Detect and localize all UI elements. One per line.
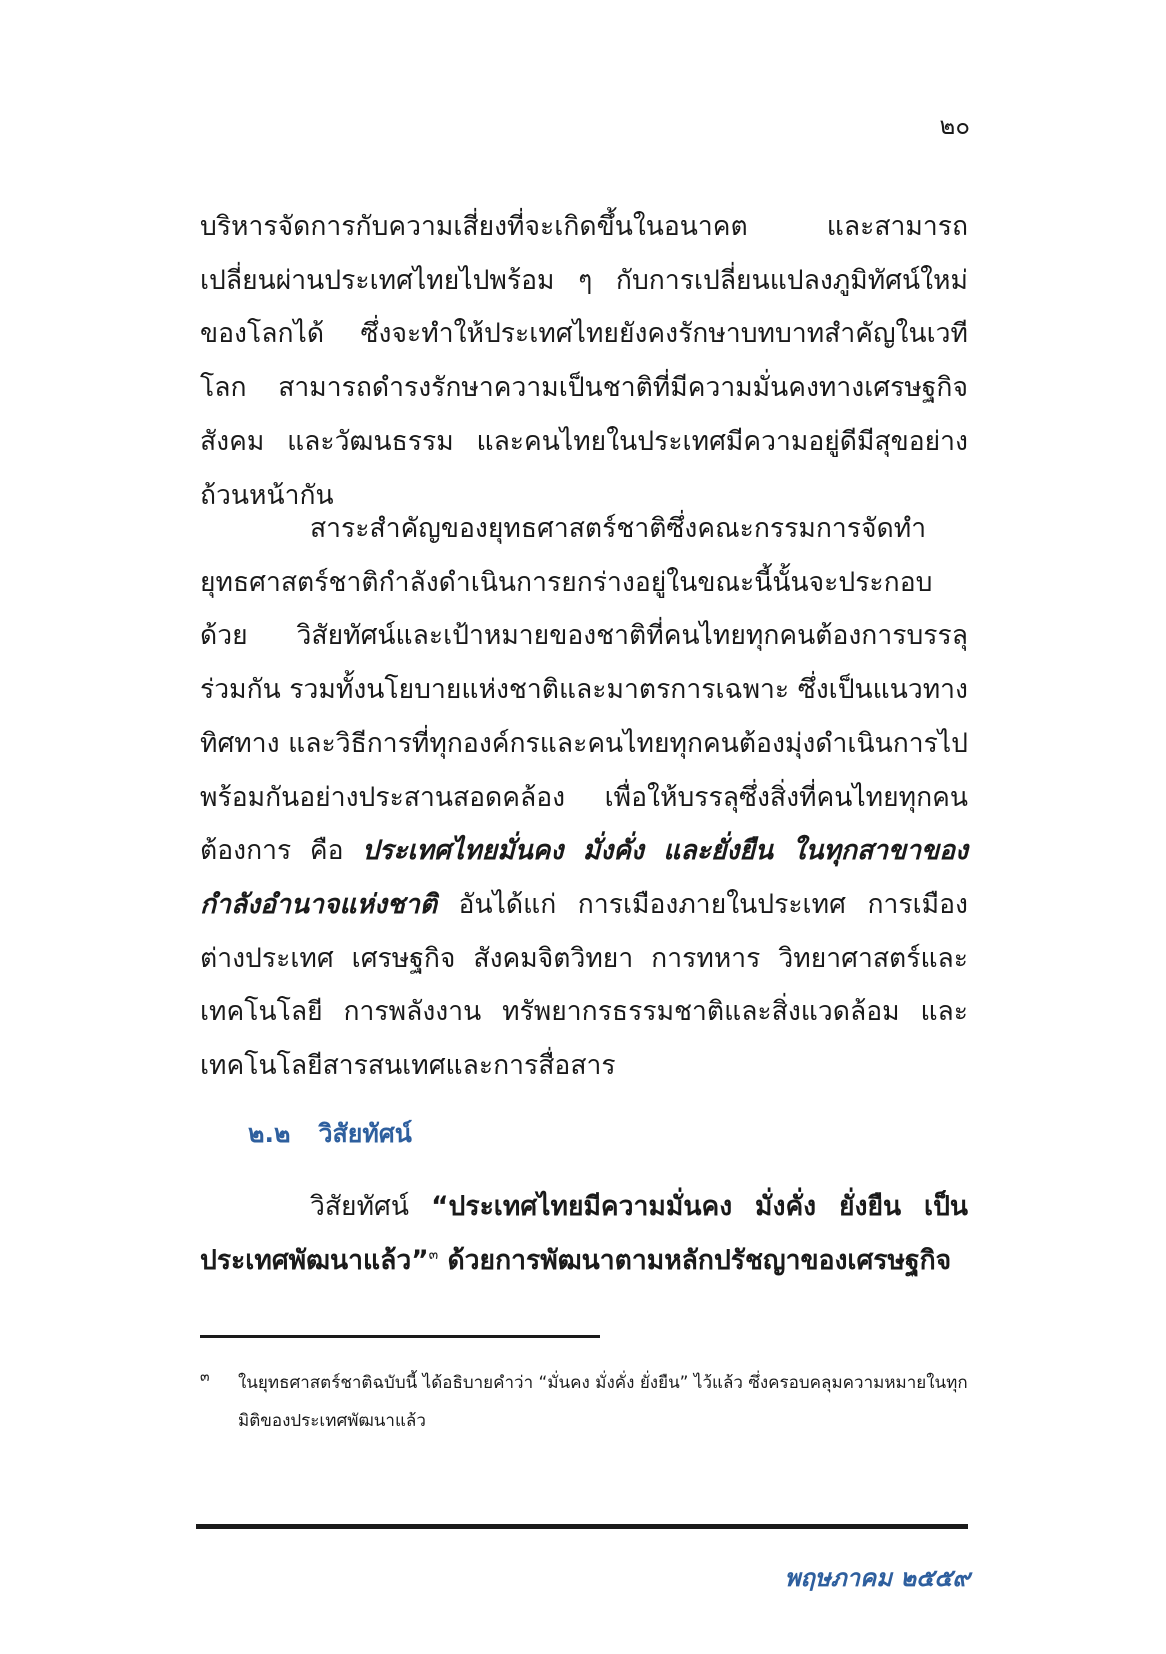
footnote-text: ในยุทธศาสตร์ชาติฉบับนี้ ได้อธิบายคำว่า “มั่นคง มั่งคั่ง ยั่งยืน” ไว้แล้ว ซึ่งครอบคลุมความหมายในทุกมิติของประเทศพัฒนาแล้ว — [238, 1373, 968, 1431]
national-goal-emphasis: ประเทศไทยมั่นคง มั่งคั่ง และยั่งยืน ในทุกสาขาของกำลังอำนาจแห่งชาติ — [200, 835, 968, 920]
paragraph-vision — [200, 1180, 968, 1287]
paragraph-risk-management: บริหารจัดการกับความเสี่ยงที่จะเกิดขึ้นในอนาคต และสามารถเปลี่ยนผ่านประเทศไทยไปพร้อม ๆ กับการเปลี่ยนแปลงภูมิทัศน์ใหม่ของโลกได้ ซึ่งจะทำให้ประเทศไทยยังคงรักษาบทบาทสำคัญในเวทีโลก สามารถดำรงรักษาความเป็นชาติที่มีความมั่นคงทางเศรษฐกิจ สังคม และวัฒนธรรม และคนไทยในประเทศมีความอยู่ดีมีสุขอย่างถ้วนหน้ากัน — [200, 211, 968, 511]
paragraph-strategy-rest: อันได้แก่ การเมืองภายในประเทศ การเมืองต่างประเทศ เศรษฐกิจ สังคมจิตวิทยา การทหาร วิทยาศาสตร์และเทคโนโลยี การพลังงาน ทรัพยากรธรรมชาติและสิ่งแวดล้อม และเทคโนโลยีสารสนเทศและการสื่อสาร — [200, 888, 968, 1082]
section-heading — [248, 1114, 412, 1154]
footer-divider — [196, 1524, 968, 1529]
page-number: ๒๐ — [939, 112, 970, 140]
footer-date: พฤษภาคม ๒๕๕๙ — [784, 1564, 970, 1592]
vision-quote: “ประเทศไทยมีความมั่นคง มั่งคั่ง ยั่งยืน เป็นประเทศพัฒนาแล้ว” — [200, 1191, 969, 1276]
footnote-divider — [200, 1335, 600, 1338]
footnote — [200, 1364, 968, 1440]
vision-rest: ด้วยการพัฒนาตามหลักปรัชญาของเศรษฐกิจ — [438, 1244, 952, 1276]
vision-lead: วิสัยทัศน์ — [310, 1191, 432, 1222]
section-number: ๒.๒ — [248, 1119, 291, 1148]
footnote-mark: ๓ — [200, 1369, 210, 1385]
paragraph-strategy-intro: สาระสำคัญของยุทธศาสตร์ชาติซึ่งคณะกรรมการจัดทำยุทธศาสตร์ชาติกำลังดำเนินการยกร่างอยู่ในขณะนี้นั้นจะประกอบด้วย วิสัยทัศน์และเป้าหมายของชาติที่คนไทยทุกคนต้องการบรรลุร่วมกัน รวมทั้งนโยบายแห่งชาติและมาตรการเฉพาะ ซึ่งเป็นแนวทาง ทิศทาง และวิธีการที่ทุกองค์กรและคนไทยทุกคนต้องมุ่งดำเนินการไปพร้อมกันอย่างประสานสอดคล้อง เพื่อให้บรรลุซึ่งสิ่งที่คนไทยทุกคนต้องการ คือ — [200, 513, 968, 867]
paragraph-strategy-essence — [200, 502, 968, 1093]
footnote-reference[interactable]: ๓ — [428, 1246, 439, 1263]
section-title: วิสัยทัศน์ — [318, 1119, 412, 1148]
